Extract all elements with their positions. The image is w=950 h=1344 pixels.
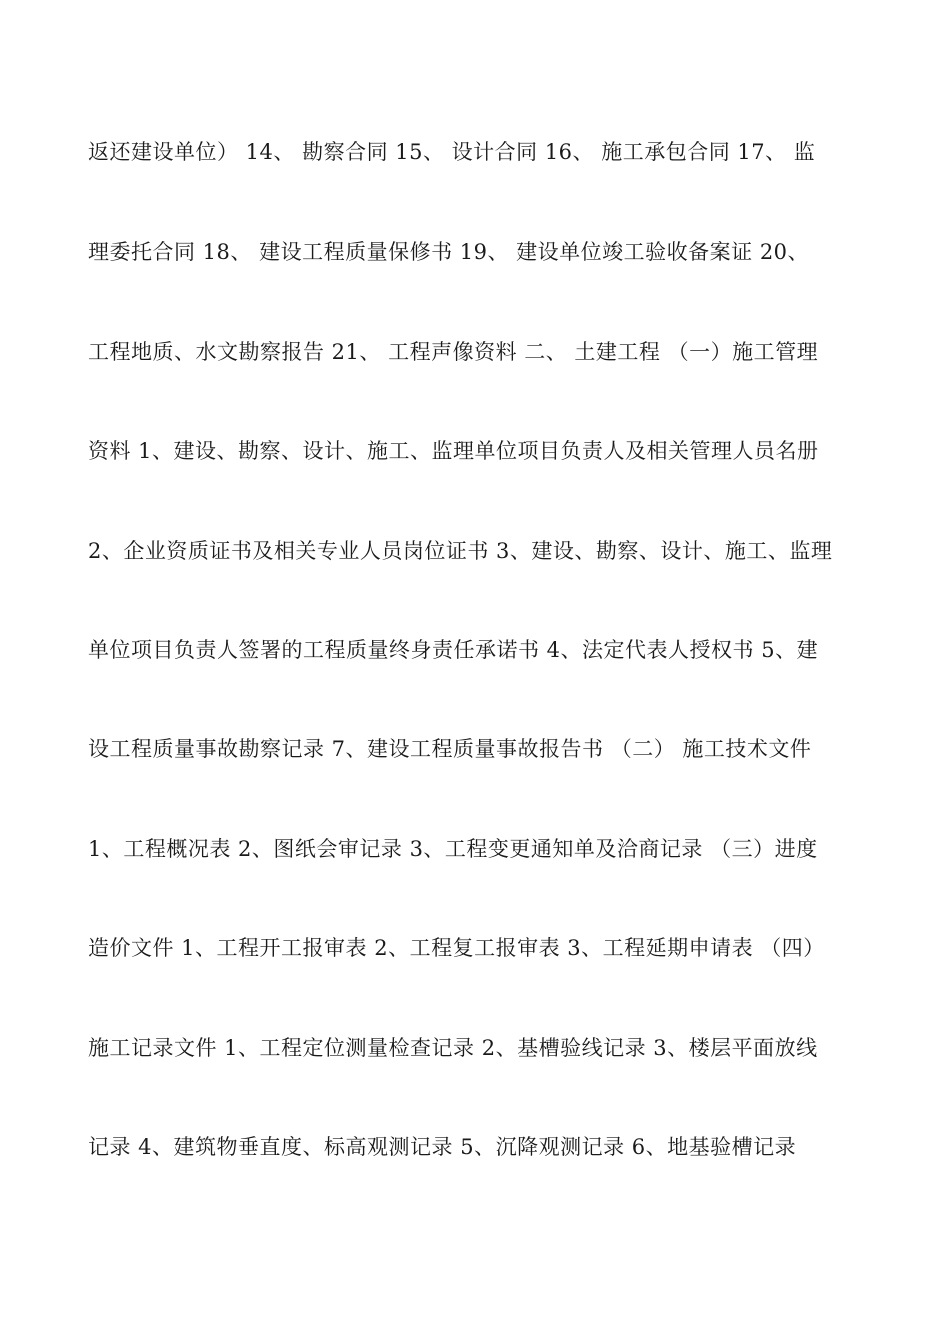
text-line-7: 设工程质量事故勘察记录 7、建设工程质量事故报告书 （二） 施工技术文件 — [88, 737, 812, 761]
text-line-8: 1、工程概况表 2、图纸会审记录 3、工程变更通知单及洽商记录 （三）进度 — [88, 837, 818, 861]
text-line-11: 记录 4、建筑物垂直度、标高观测记录 5、沉降观测记录 6、地基验槽记录 — [88, 1135, 797, 1159]
text-line-10: 施工记录文件 1、工程定位测量检查记录 2、基槽验线记录 3、楼层平面放线 — [88, 1036, 818, 1060]
text-line-5: 2、企业资质证书及相关专业人员岗位证书 3、建设、勘察、设计、施工、监理 — [88, 539, 833, 563]
text-line-6: 单位项目负责人签署的工程质量终身责任承诺书 4、法定代表人授权书 5、建 — [88, 638, 819, 662]
text-line-2: 理委托合同 18、 建设工程质量保修书 19、 建设单位竣工验收备案证 20、 — [88, 240, 810, 264]
text-line-1: 返还建设单位） 14、 勘察合同 15、 设计合同 16、 施工承包合同 17、 监 — [88, 140, 816, 164]
text-line-4: 资料 1、建设、勘察、设计、施工、监理单位项目负责人及相关管理人员名册 — [88, 439, 819, 463]
text-line-3: 工程地质、水文勘察报告 21、 工程声像资料 二、 土建工程 （一）施工管理 — [88, 340, 819, 364]
text-line-9: 造价文件 1、工程开工报审表 2、工程复工报审表 3、工程延期申请表 （四） — [88, 936, 825, 960]
